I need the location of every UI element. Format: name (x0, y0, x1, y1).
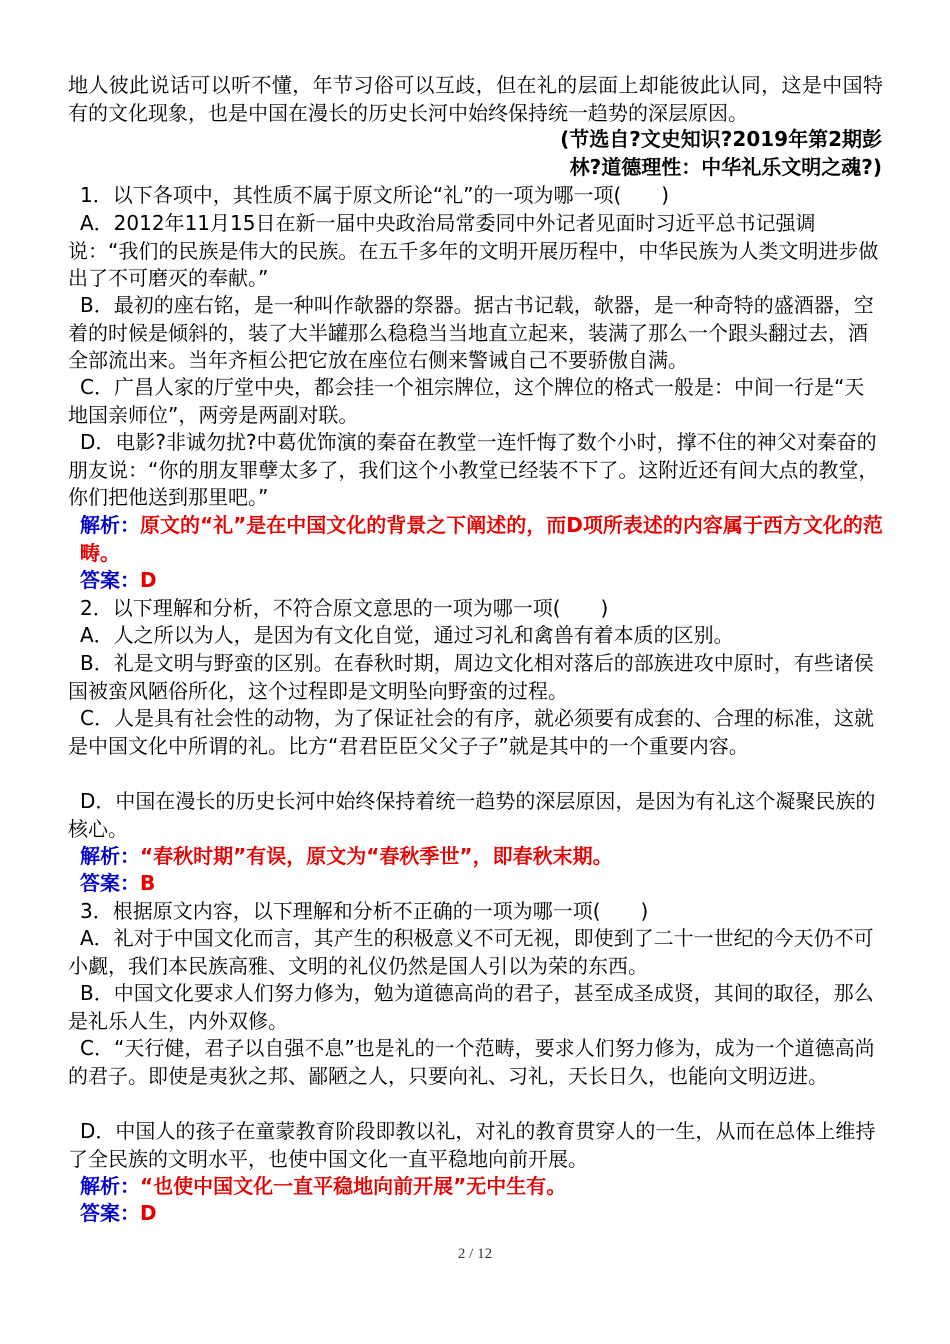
page-number: 2 / 12 (457, 1246, 493, 1262)
q1-option-b: B．最初的座右铭，是一种叫作欹器的祭器。据古书记载，欹器，是一种奇特的盛酒器，空着的时候是倾斜的，装了大半罐那么稳稳当当地直立起来，装满了那么一个跟头翻过去，酒全部流出来。当年齐桓公把它放在座位右侧来警诫自己不要骄傲自满。 (68, 293, 874, 373)
q3-analysis-label: 解析： (80, 1174, 140, 1198)
q1-answer-label: 答案： (80, 568, 140, 592)
q1-analysis-label: 解析： (80, 513, 140, 537)
q2-analysis (80, 843, 883, 871)
q3-option-d: D．中国人的孩子在童蒙教育阶段即教以礼，对礼的教育贯穿人的一生，从而在总体上维持了全民族的文明水平，也使中国文化一直平稳地向前开展。 (68, 1119, 876, 1171)
source-citation-line1: (节选自?文史知识?2019年第2期彭 (560, 127, 882, 151)
q3-analysis (80, 1173, 883, 1201)
q2-stem: 2．以下理解和分析，不符合原文意思的一项为哪一项( ) (80, 596, 609, 620)
q3-answer-label: 答案： (80, 1201, 140, 1225)
q1-answer-value: D (140, 568, 157, 592)
q1-analysis-text: 原文的“礼”是在中国文化的背景之下阐述的，而D项所表述的内容属于西方文化的范畴。 (80, 513, 883, 565)
q2-answer-value: B (140, 871, 156, 895)
q2-answer (80, 870, 883, 898)
q3-stem: 3．根据原文内容，以下理解和分析不正确的一项为哪一项( ) (80, 899, 649, 923)
q3-option-a: A．礼对于中国文化而言，其产生的积极意义不可无视，即使到了二十一世纪的今天仍不可小觑，我们本民族高雅、文明的礼仪仍然是国人引以为荣的东西。 (68, 926, 874, 978)
q3-answer-value: D (140, 1201, 157, 1225)
q3-option-b: B．中国文化要求人们努力修为，勉为道德高尚的君子，甚至成圣成贤，其间的取径，那么是礼乐人生，内外双修。 (68, 981, 874, 1033)
q1-option-c: C．广昌人家的厅堂中央，都会挂一个祖宗牌位，这个牌位的格式一般是：中间一行是“天地国亲师位”，两旁是两副对联。 (68, 375, 865, 427)
q2-analysis-text: “春秋时期”有误，原文为“春秋季世”，即春秋末期。 (140, 844, 613, 868)
intro-paragraph: 地人彼此说话可以听不懂，年节习俗可以互歧，但在礼的层面上却能彼此认同，这是中国特有的文化现象，也是中国在漫长的历史长河中始终保持统一趋势的深层原因。 (68, 73, 883, 125)
q3-analysis-text: “也使中国文化一直平稳地向前开展”无中生有。 (140, 1174, 567, 1198)
q1-stem: 1．以下各项中，其性质不属于原文所论“礼”的一项为哪一项( ) (80, 183, 670, 207)
q3-answer (80, 1200, 883, 1228)
source-citation-line2: 林?道德理性：中华礼乐文明之魂?) (569, 155, 882, 179)
q3-option-c: C．“天行健，君子以自强不息”也是礼的一个范畴，要求人们努力修为，成为一个道德高尚的君子。即使是夷狄之邦、鄙陋之人，只要向礼、习礼，天长日久，也能向文明迈进。 (68, 1036, 875, 1088)
q1-option-a: A．2012年11月15日在新一届中央政治局常委同中外记者见面时习近平总书记强调说：“我们的民族是伟大的民族。在五千多年的文明开展历程中，中华民族为人类文明进步做出了不可磨灭的奉献。” (68, 211, 879, 291)
q2-option-d: D．中国在漫长的历史长河中始终保持着统一趋势的深层原因，是因为有礼这个凝聚民族的核心。 (68, 789, 876, 841)
q1-analysis (80, 512, 883, 567)
q2-option-c: C．人是具有社会性的动物，为了保证社会的有序，就必须要有成套的、合理的标准，这就是中国文化中所谓的礼。比方“君君臣臣父父子子”就是其中的一个重要内容。 (68, 706, 874, 758)
q2-option-b: B．礼是文明与野蛮的区别。在春秋时期，周边文化相对落后的部族进攻中原时，有些诸侯国被蛮风陋俗所化，这个过程即是文明坠向野蛮的过程。 (68, 651, 874, 703)
q1-option-d: D．电影?非诚勿扰?中葛优饰演的秦奋在教堂一连忏悔了数个小时，撑不住的神父对秦奋的朋友说：“你的朋友罪孽太多了，我们这个小教堂已经装不下了。这附近还有间大点的教堂，你们把他送到那里吧。” (68, 430, 879, 510)
q2-option-a: A．人之所以为人，是因为有文化自觉，通过习礼和禽兽有着本质的区别。 (80, 623, 734, 647)
q1-answer (80, 567, 883, 595)
q2-analysis-label: 解析： (80, 844, 140, 868)
q2-answer-label: 答案： (80, 871, 140, 895)
